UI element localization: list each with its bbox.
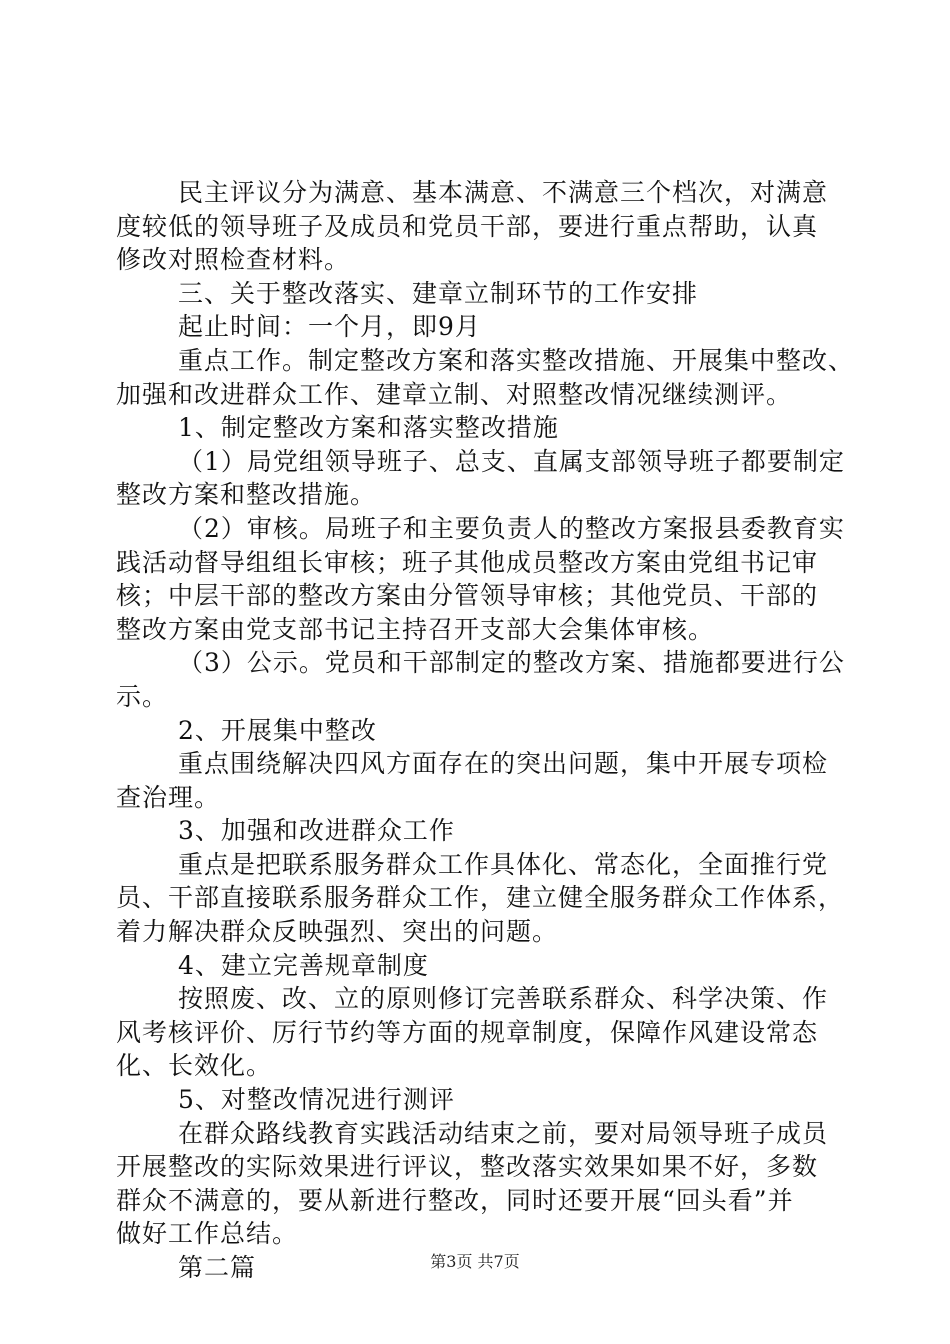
text-line: （2）审核。局班子和主要负责人的整改方案报县委教育实 (178, 513, 845, 543)
text-line: （1）局党组领导班子、总支、直属支部领导班子都要制定 (178, 446, 845, 476)
text-line: 重点围绕解决四风方面存在的突出问题，集中开展专项检 (178, 749, 829, 779)
text-line: 查治理。 (116, 782, 221, 812)
text-line: 按照废、改、立的原则修订完善联系群众、科学决策、作 (178, 984, 829, 1014)
text-line: 修改对照检查材料。 (116, 245, 351, 275)
text-line: 5、对整改情况进行测评 (178, 1085, 455, 1115)
text-line: （3）公示。党员和干部制定的整改方案、措施都要进行公 (178, 648, 845, 678)
text-line: 4、建立完善规章制度 (178, 950, 429, 980)
text-line: 示。 (116, 681, 169, 711)
text-line: 加强和改进群众工作、建章立制、对照整改情况继续测评。 (116, 379, 793, 409)
page-footer (0, 1249, 950, 1272)
text-line: 重点是把联系服务群众工作具体化、常态化，全面推行党 (178, 849, 829, 879)
text-line: 群众不满意的，要从新进行整改，同时还要开展“回头看”并 (116, 1185, 794, 1215)
text-line: 民主评议分为满意、基本满意、不满意三个档次，对满意 (178, 178, 829, 207)
text-line: 起止时间：一个月，即9月 (178, 312, 481, 342)
text-line: 1、制定整改方案和落实整改措施 (178, 413, 559, 443)
text-line: 践活动督导组组长审核；班子其他成员整改方案由党组书记审 (116, 547, 819, 577)
text-line: 着力解决群众反映强烈、突出的问题。 (116, 917, 559, 947)
text-line: 2、开展集中整改 (178, 715, 377, 745)
text-line: 重点工作。制定整改方案和落实整改措施、开展集中整改、 (178, 345, 855, 375)
text-line: 开展整改的实际效果进行评议，整改落实效果如果不好，多数 (116, 1152, 819, 1182)
text-line: 风考核评价、厉行节约等方面的规章制度，保障作风建设常态 (116, 1017, 819, 1047)
text-line: 整改方案由党支部书记主持召开支部大会集体审核。 (116, 614, 715, 644)
text-line: 3、加强和改进群众工作 (178, 816, 455, 846)
text-line: 做好工作总结。 (116, 1219, 299, 1249)
text-line: 第二篇 (178, 1253, 257, 1282)
text-line: 化、长效化。 (116, 1051, 273, 1081)
text-line: 整改方案和整改措施。 (116, 480, 377, 510)
text-line: 在群众路线教育实践活动结束之前，要对局领导班子成员 (178, 1118, 829, 1148)
document-body (116, 176, 855, 1285)
text-line: 度较低的领导班子及成员和党员干部，要进行重点帮助，认真 (116, 211, 819, 241)
text-line: 核；中层干部的整改方案由分管领导审核；其他党员、干部的 (116, 581, 819, 611)
text-line: 员、干部直接联系服务群众工作，建立健全服务群众工作体系， (116, 883, 845, 913)
text-line: 三、关于整改落实、建章立制环节的工作安排 (178, 278, 699, 308)
page-number-label: 第3页 共7页 (430, 1252, 520, 1271)
